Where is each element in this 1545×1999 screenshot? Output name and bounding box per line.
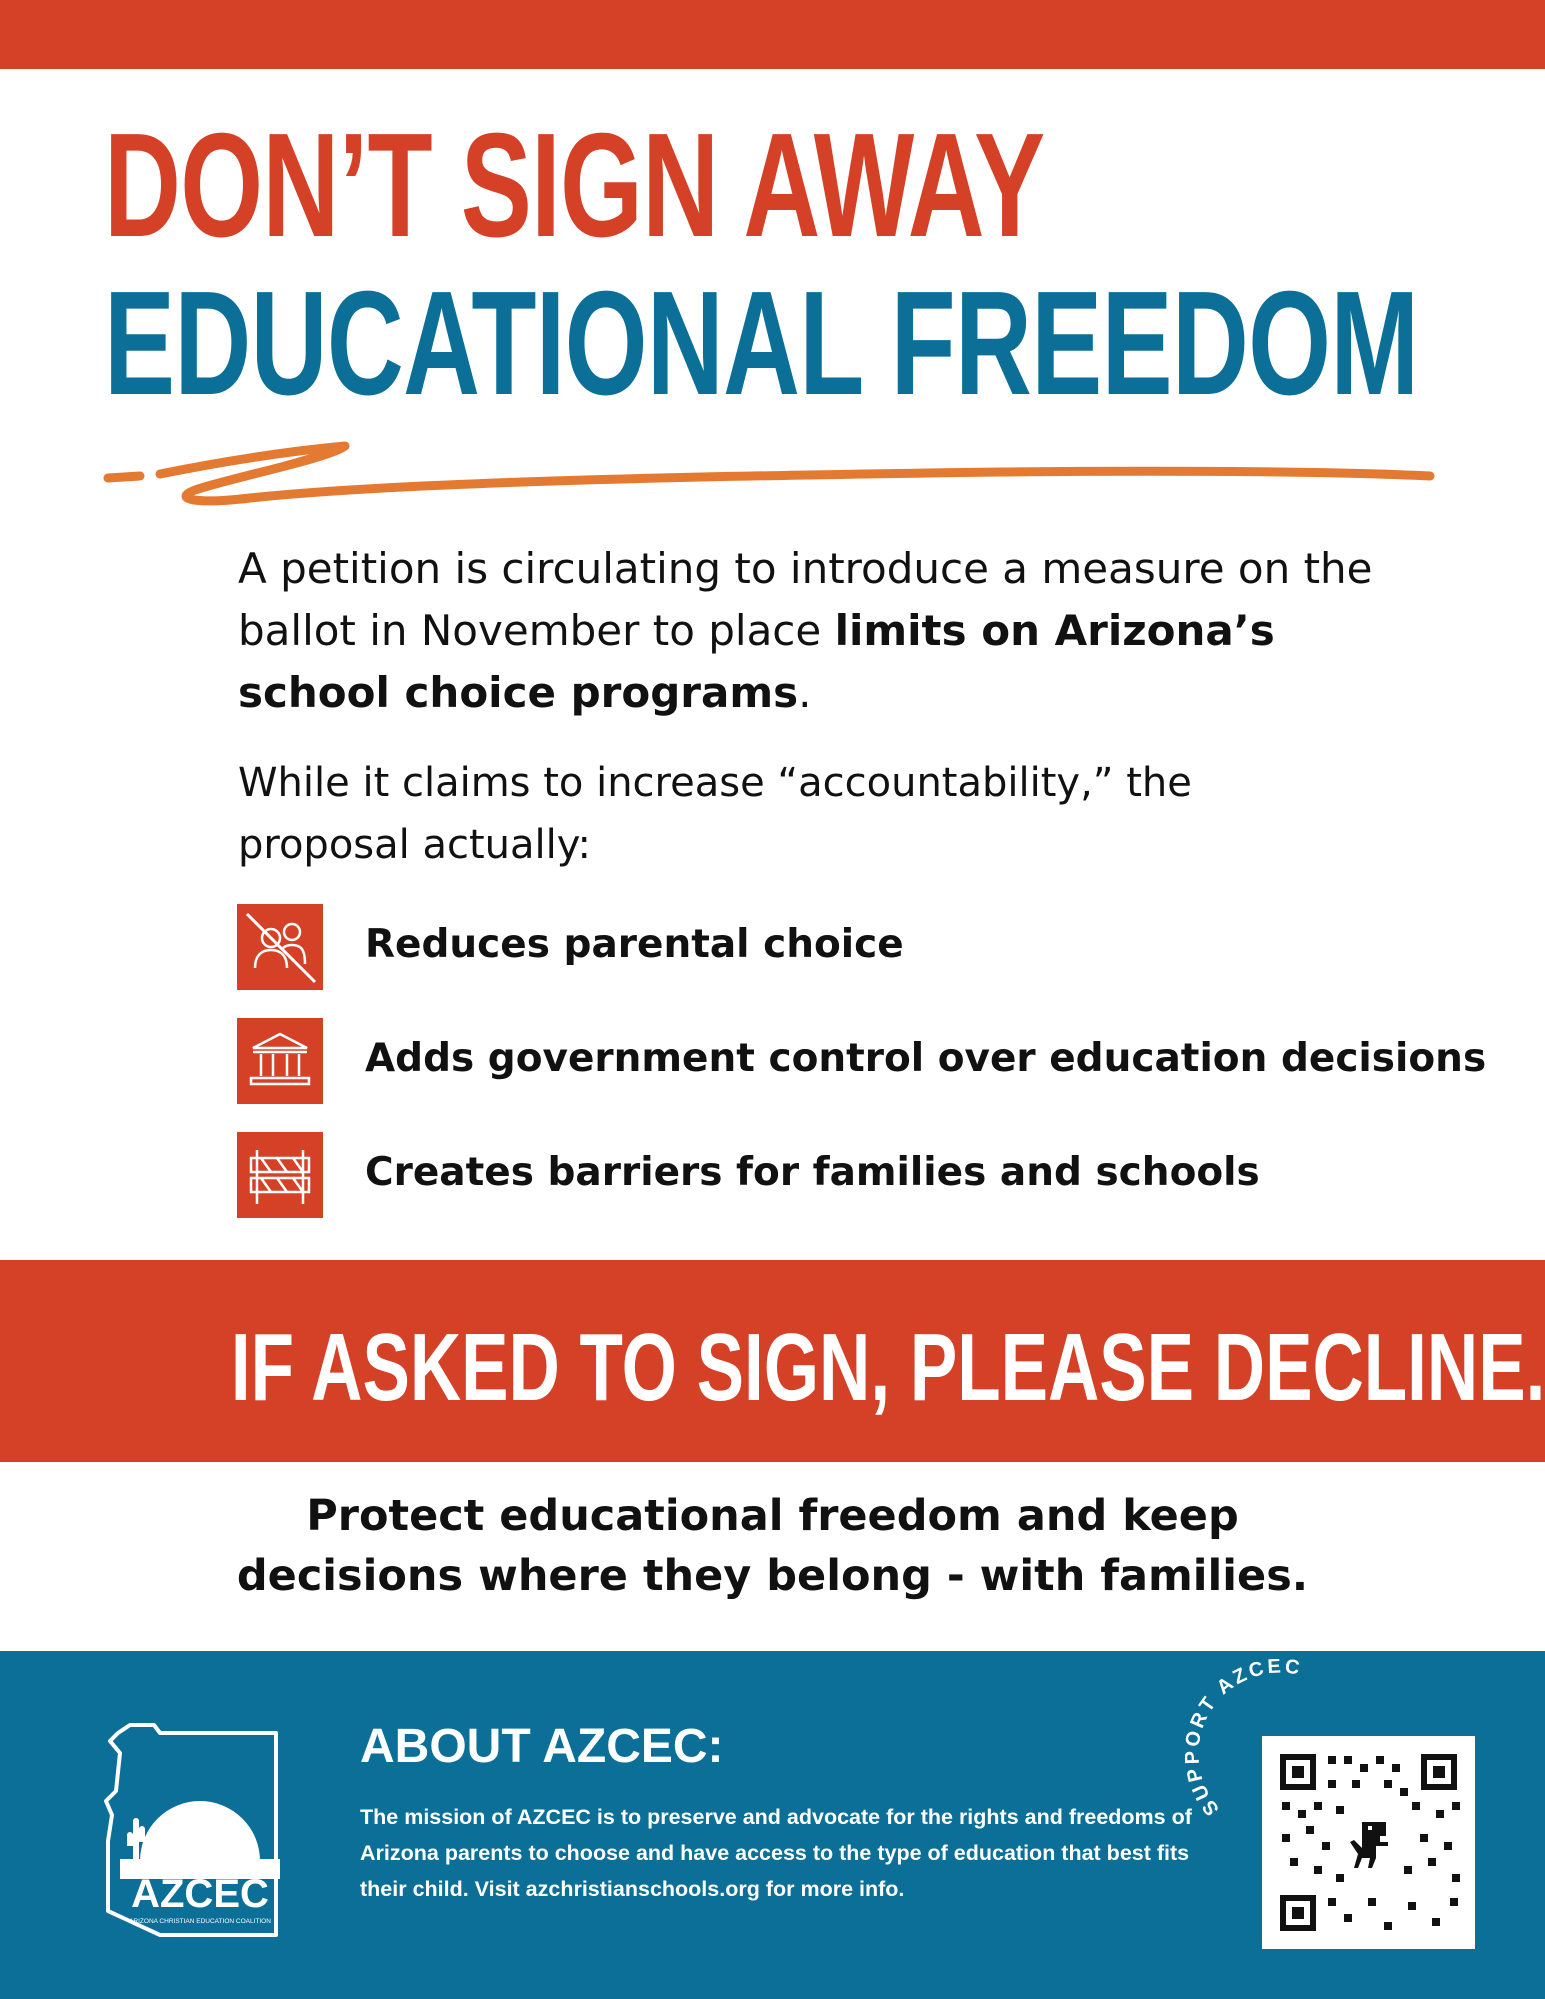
footer: [0, 1651, 1545, 1999]
lead-paragraph: While it claims to increase “accountability,” the proposal actually:: [238, 760, 1192, 868]
protect-message: [0, 1486, 1545, 1606]
bullet-item: [237, 1018, 1537, 1132]
top-accent-bar: [0, 0, 1545, 69]
bullet-item: [237, 904, 1537, 1018]
bullet-list: [237, 904, 1537, 1246]
headline-line-1: DON’T SIGN AWAY: [104, 103, 1045, 268]
government-building-icon: [237, 1018, 323, 1104]
scribble-underline: [100, 438, 1440, 510]
intro-paragraph: A petition is circulating to introduce a measure on the ballot in November to place limits on Arizona’s school choice programs.: [238, 544, 1373, 717]
about-description: The mission of AZCEC is to preserve and advocate for the rights and freedoms of Arizona parents to choose and have access to the type of education that best fits their child. Visit azchristianschools.org for more info.: [360, 1805, 1192, 1901]
svg-text:ARIZONA CHRISTIAN EDUCATION CO: ARIZONA CHRISTIAN EDUCATION COALITION: [129, 1918, 271, 1925]
protect-line-1: Protect educational freedom and keep: [306, 1491, 1239, 1541]
svg-text:SUPPORT AZCEC: SUPPORT AZCEC: [1181, 1659, 1305, 1819]
headline-line-2: EDUCATIONAL FREEDOM: [104, 261, 1419, 426]
bullet-item: [237, 1132, 1537, 1246]
qr-code-icon[interactable]: [1262, 1736, 1475, 1949]
intro-emphasis: limits on Arizona’s school choice programs: [238, 606, 1275, 717]
call-to-action-banner: [0, 1260, 1545, 1462]
barrier-icon: [237, 1132, 323, 1218]
bullet-text: Creates barriers for families and schools: [365, 1150, 1260, 1195]
no-parents-icon: [237, 904, 323, 990]
svg-text:AZCEC: AZCEC: [131, 1872, 269, 1916]
azcec-logo: [100, 1711, 300, 1951]
call-to-action-text: IF ASKED TO SIGN, PLEASE DECLINE.: [230, 1314, 1545, 1421]
bullet-text: Reduces parental choice: [365, 922, 904, 967]
protect-line-2: decisions where they belong - with families.: [236, 1551, 1309, 1601]
about-title: ABOUT AZCEC:: [360, 1720, 724, 1773]
bullet-text: Adds government control over education decisions: [365, 1036, 1487, 1081]
